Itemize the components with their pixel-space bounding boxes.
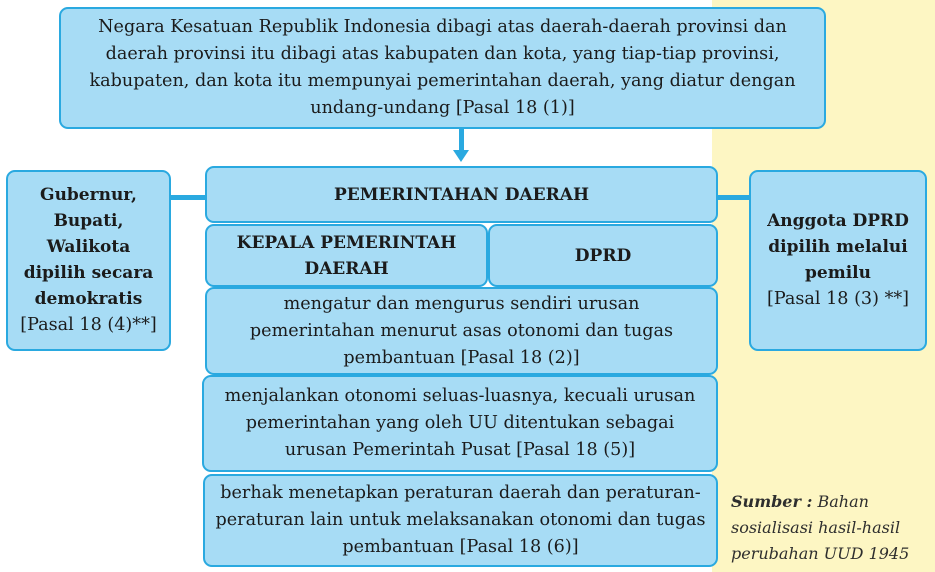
source-text: Bahan sosialisasi hasil-hasil perubahan UUD 1945	[731, 492, 910, 563]
kepala-daerah-election-box	[6, 170, 171, 351]
dprd-election-box	[749, 170, 927, 351]
dprd-label: DPRD	[574, 245, 632, 266]
top-connector-line	[459, 128, 464, 150]
source-label: Sumber :	[731, 492, 813, 511]
top-statement-text: Negara Kesatuan Republik Indonesia dibagi atas daerah-daerah provinsi dan daerah provinsi itu dibagi atas kabupaten dan kota, yang tiap-tiap provinsi, kabupaten, dan kota itu mempunyai pemerintahan daerah, yang diatur dengan undang-undang [Pasal 18 (1)]	[89, 17, 796, 118]
function-text-1: mengatur dan mengurus sendiri urusan pemerintahan menurut asas otonomi dan tugas pembantuan [Pasal 18 (2)]	[249, 293, 674, 368]
kepala-daerah-election-text: Gubernur, Bupati, Walikota dipilih secara demokratis	[23, 185, 154, 309]
kepala-pemerintah-daerah-label: KEPALA PEMERINTAH DAERAH	[236, 232, 457, 279]
top-statement-box	[59, 7, 826, 129]
function-box-3	[203, 474, 718, 567]
down-arrow-icon	[453, 150, 469, 162]
function-text-2: menjalankan otonomi seluas-luasnya, kecuali urusan pemerintahan yang oleh UU ditentukan sebagai urusan Pemerintah Pusat [Pasal 18 (5)]	[224, 386, 696, 460]
kepala-pemerintah-daerah-box	[205, 224, 488, 287]
right-connector-line	[717, 195, 751, 200]
source-note	[731, 489, 935, 567]
kepala-daerah-election-ref: [Pasal 18 (4)**]	[20, 315, 157, 335]
function-text-3: berhak menetapkan peraturan daerah dan peraturan-peraturan lain untuk melaksanakan otonomi dan tugas pembantuan [Pasal 18 (6)]	[215, 483, 706, 557]
dprd-election-ref: [Pasal 18 (3) **]	[766, 289, 910, 309]
function-box-1	[205, 287, 718, 375]
dprd-election-text: Anggota DPRD dipilih melalui pemilu	[767, 211, 909, 283]
pemerintahan-daerah-title: PEMERINTAHAN DAERAH	[333, 184, 590, 205]
left-connector-line	[170, 195, 206, 200]
pemerintahan-daerah-title-box	[205, 166, 718, 223]
function-box-2	[202, 375, 718, 472]
dprd-box	[488, 224, 718, 287]
